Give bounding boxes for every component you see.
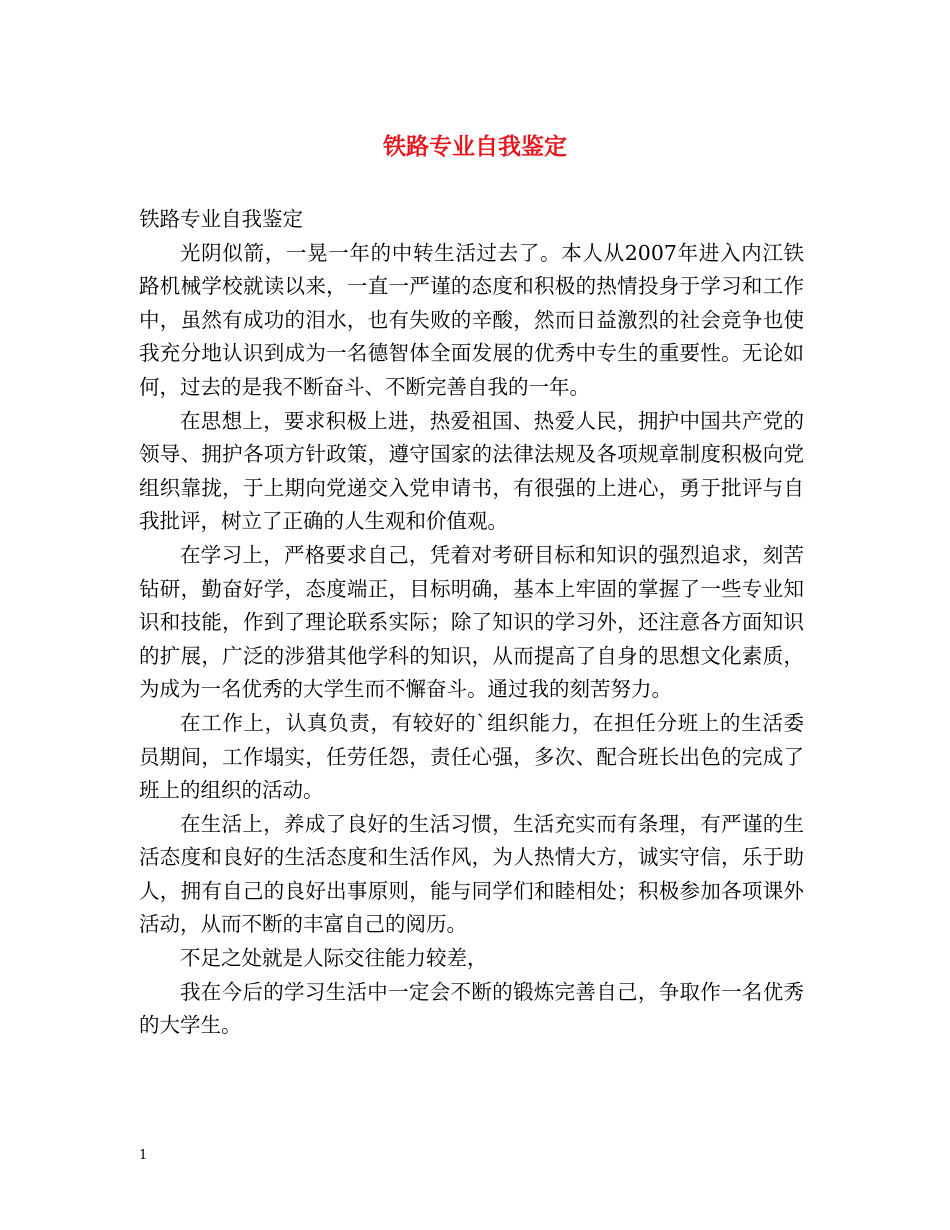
paragraph-life: 在生活上，养成了良好的生活习惯，生活充实而有条理，有严谨的生活态度和良好的生活态度和生活作风，为人热情大方，诚实守信，乐于助人，拥有自己的良好出事原则，能与同学们和睦相处；积极参加各项课外活动，从而不断的丰富自己的阅历。 — [139, 811, 804, 937]
paragraph-shortcoming: 不足之处就是人际交往能力较差， — [180, 946, 488, 971]
paragraph-intro: 光阴似箭，一晃一年的中转生活过去了。本人从2007年进入内江铁路机械学校就读以来，一直一严谨的态度和积极的热情投身于学习和工作中，虽然有成功的泪水，也有失败的辛酸，然而日益激烈的社会竞争也使我充分地认识到成为一名德智体全面发展的优秀中专生的重要性。无论如何，过去的是我不断奋斗、不断完善自我的一年。 — [139, 240, 804, 399]
paragraph-ideology: 在思想上，要求积极上进，热爱祖国、热爱人民，拥护中国共产党的领导、拥护各项方针政策，遵守国家的法律法规及各项规章制度积极向党组织靠拢，于上期向党递交入党申请书，有很强的上进心，勇于批评与自我批评，树立了正确的人生观和价值观。 — [139, 408, 804, 534]
document-subtitle: 铁路专业自我鉴定 — [139, 207, 303, 231]
page-number: 1 — [139, 1148, 148, 1163]
document-title: 铁路专业自我鉴定 — [383, 133, 567, 160]
paragraph-work: 在工作上，认真负责，有较好的`组织能力，在担任分班上的生活委员期间，工作塌实，任劳任怨，责任心强，多次、配合班长出色的完成了班上的组织的活动。 — [139, 710, 804, 803]
document-body — [139, 203, 804, 1043]
paragraph-conclusion: 我在今后的学习生活中一定会不断的锻炼完善自己，争取作一名优秀的大学生。 — [139, 979, 804, 1038]
paragraph-study: 在学习上，严格要求自己，凭着对考研目标和知识的强烈追求，刻苦钻研，勤奋好学，态度端正，目标明确，基本上牢固的掌握了一些专业知识和技能，作到了理论联系实际；除了知识的学习外，还注意各方面知识的扩展，广泛的涉猎其他学科的知识，从而提高了自身的思想文化素质，为成为一名优秀的大学生而不懈奋斗。通过我的刻苦努力。 — [139, 542, 804, 702]
